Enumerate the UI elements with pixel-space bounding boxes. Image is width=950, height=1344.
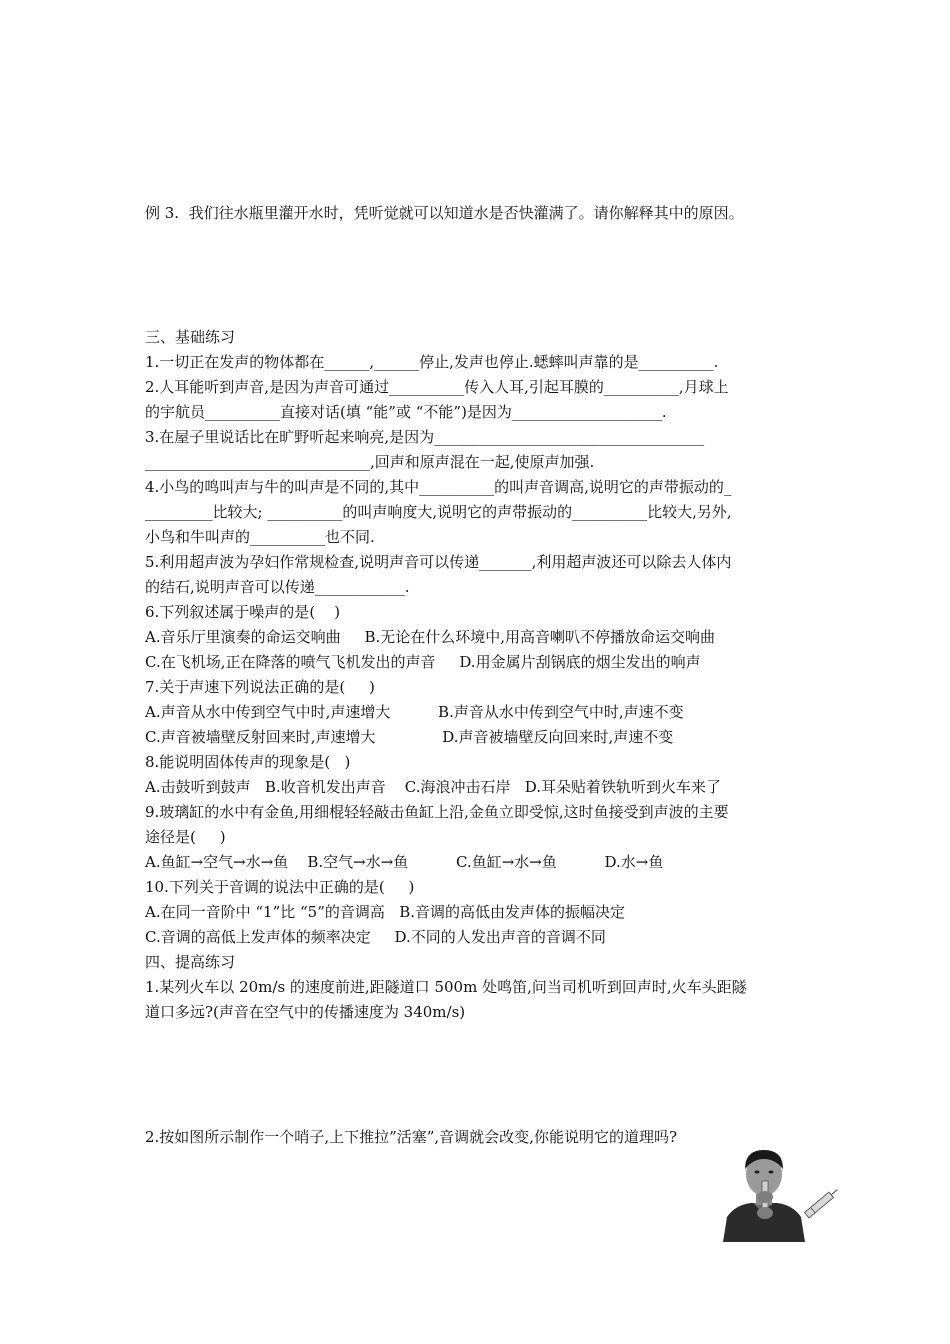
text-line: 小鸟和牛叫声的__________也不同. bbox=[145, 528, 375, 546]
question-7-options-cd: C.声音被墙壁反射回来时,声速增大 D.声音被墙壁反向回来时,声速不变 bbox=[145, 728, 674, 746]
question-9-cont: 途径是( ) bbox=[145, 828, 226, 846]
text-line: 2.人耳能听到声音,是因为声音可通过__________传入人耳,引起耳膜的__________,月球上 bbox=[145, 378, 729, 396]
question-9-options: A.鱼缸→空气→水→鱼 B.空气→水→鱼 C.鱼缸→水→鱼 D.水→鱼 bbox=[145, 853, 664, 871]
boy-whistle-photo bbox=[715, 1147, 840, 1242]
question-7-options-ab: A.声音从水中传到空气中时,声速增大 B.声音从水中传到空气中时,声速不变 bbox=[145, 703, 684, 721]
question-7: 7.关于声速下列说法正确的是( ) bbox=[145, 678, 375, 696]
text-line: 的结石,说明声音可以传递____________. bbox=[145, 578, 410, 596]
question-6: 6.下列叙述属于噪声的是( ) bbox=[145, 603, 341, 621]
question-6-options-ab: A.音乐厅里演奏的命运交响曲 B.无论在什么环境中,用高音喇叭不停播放命运交响曲 bbox=[145, 628, 716, 646]
text-line: 5.利用超声波为孕妇作常规检查,说明声音可以传递_______,利用超声波还可以除去人体内 bbox=[145, 553, 732, 571]
text-line: _________比较大; __________的叫声响度大,说明它的声带振动的__________比较大,另外, bbox=[145, 503, 732, 521]
problem-1-line-1: 1.某列火车以 20m/s 的速度前进,距隧道口 500m 处鸣笛,问当司机听到回声时,火车头距隧 bbox=[145, 978, 747, 996]
text-line: 4.小鸟的鸣叫声与牛的叫声是不同的,其中__________的叫声音调高,说明它的声带振动的_ bbox=[145, 478, 732, 496]
text-line: 3.在屋子里说话比在旷野听起来响亮,是因为____________________________________ bbox=[145, 428, 705, 446]
section-3-heading: 三、基础练习 bbox=[145, 328, 236, 346]
text-line: 的宇航员__________直接对话(填 “能”或 “不能”)是因为____________________. bbox=[145, 403, 667, 421]
question-10-options-cd: C.音调的高低上发声体的频率决定 D.不同的人发出声音的音调不同 bbox=[145, 928, 606, 946]
section-4-heading: 四、提高练习 bbox=[145, 953, 236, 971]
text-line: 1.一切正在发声的物体都在______,______停止,发声也停止.蟋蟀叫声靠的是__________. bbox=[145, 353, 719, 371]
question-10-options-ab: A.在同一音阶中 “1”比 “5”的音调高 B.音调的高低由发声体的振幅决定 bbox=[145, 903, 625, 921]
question-6-options-cd: C.在飞机场,正在降落的喷气飞机发出的声音 D.用金属片刮锅底的烟尘发出的响声 bbox=[145, 653, 701, 671]
question-9: 9.玻璃缸的水中有金鱼,用细棍轻轻敲击鱼缸上沿,金鱼立即受惊,这时鱼接受到声波的主要 bbox=[145, 803, 729, 821]
question-8-options: A.击鼓听到鼓声 B.收音机发出声音 C.海浪冲击石岸 D.耳朵贴着铁轨听到火车来了 bbox=[145, 778, 722, 796]
problem-2: 2.按如图所示制作一个哨子,上下推拉”活塞”,音调就会改变,你能说明它的道理吗? bbox=[145, 1128, 677, 1146]
question-10: 10.下列关于音调的说法中正确的是( ) bbox=[145, 878, 415, 896]
text-line: ______________________________,回声和原声混在一起,使原声加强. bbox=[145, 453, 595, 471]
problem-1-line-2: 道口多远?(声音在空气中的传播速度为 340m/s) bbox=[145, 1003, 466, 1021]
example-3-text: 例 3. 我们往水瓶里灌开水时，凭听觉就可以知道水是否快灌满了。请你解释其中的原因。 bbox=[145, 204, 744, 222]
question-8: 8.能说明固体传声的现象是( ) bbox=[145, 753, 351, 771]
